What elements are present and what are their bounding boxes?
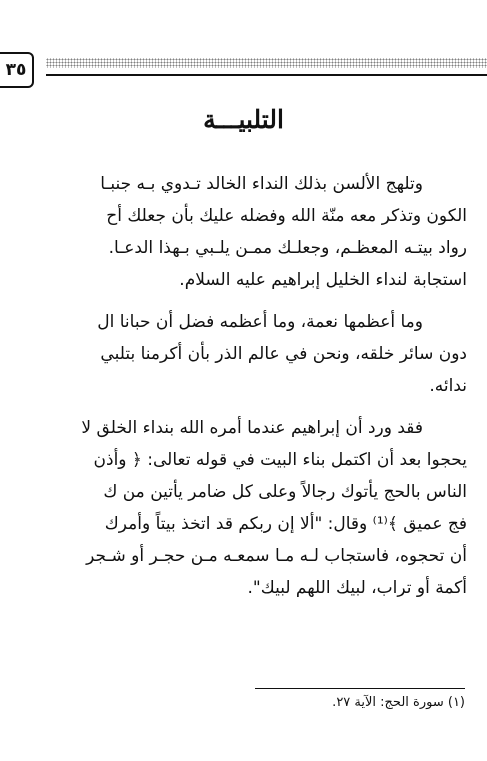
text-line: فقد ورد أن إبراهيم عندما أمره الله بنداء الخلق لا — [81, 418, 423, 438]
body-text — [0, 168, 487, 604]
paragraph — [0, 168, 487, 296]
page-number: ٣٥ — [5, 60, 27, 80]
paragraph — [0, 412, 487, 604]
text-line: وما أعظمها نعمة، وما أعظمه فضل أن حبانا ال — [97, 312, 423, 332]
text-line: الكون وتذكر معه منّة الله وفضله عليك بأن جعلك أح — [106, 206, 467, 226]
header-rule — [46, 74, 487, 76]
text-line: فج عميق ﴾⁽¹⁾ وقال: "ألا إن ربكم قد اتخذ بيتاً وأمرك — [104, 514, 467, 534]
text-line: استجابة لنداء الخليل إبراهيم عليه السلام. — [179, 270, 467, 290]
paragraph — [0, 306, 487, 402]
footnote-rule — [255, 688, 465, 689]
text-line: الناس بالحج يأتوك رجالاً وعلى كل ضامر يأتين من ك — [103, 482, 467, 502]
text-line: رواد بيتـه المعظـم، وجعلـك ممـن يلـبي بـهذا الدعـا. — [108, 238, 467, 258]
page-number-box — [0, 52, 34, 88]
text-line: ندائه. — [429, 376, 467, 396]
footnote: (١) سورة الحج: الآية ٢٧. — [332, 695, 465, 710]
header-dotted-rule — [46, 58, 487, 68]
text-line: يحجوا بعد أن اكتمل بناء البيت في قوله تعالى: ﴿ وأذن — [93, 450, 467, 470]
text-line: أكمة أو تراب، لبيك اللهم لبيك". — [247, 578, 467, 598]
text-line: أن تحجوه، فاستجاب لـه مـا سمعـه مـن حجـر أو شـجر — [86, 546, 467, 566]
text-line: دون سائر خلقه، ونحن في عالم الذر بأن أكرمنا بتلبي — [100, 344, 467, 364]
chapter-title: التلبيـــة — [203, 105, 284, 134]
text-line: وتلهج الألسن بذلك النداء الخالد تـدوي بـه جنبـا — [100, 174, 423, 194]
